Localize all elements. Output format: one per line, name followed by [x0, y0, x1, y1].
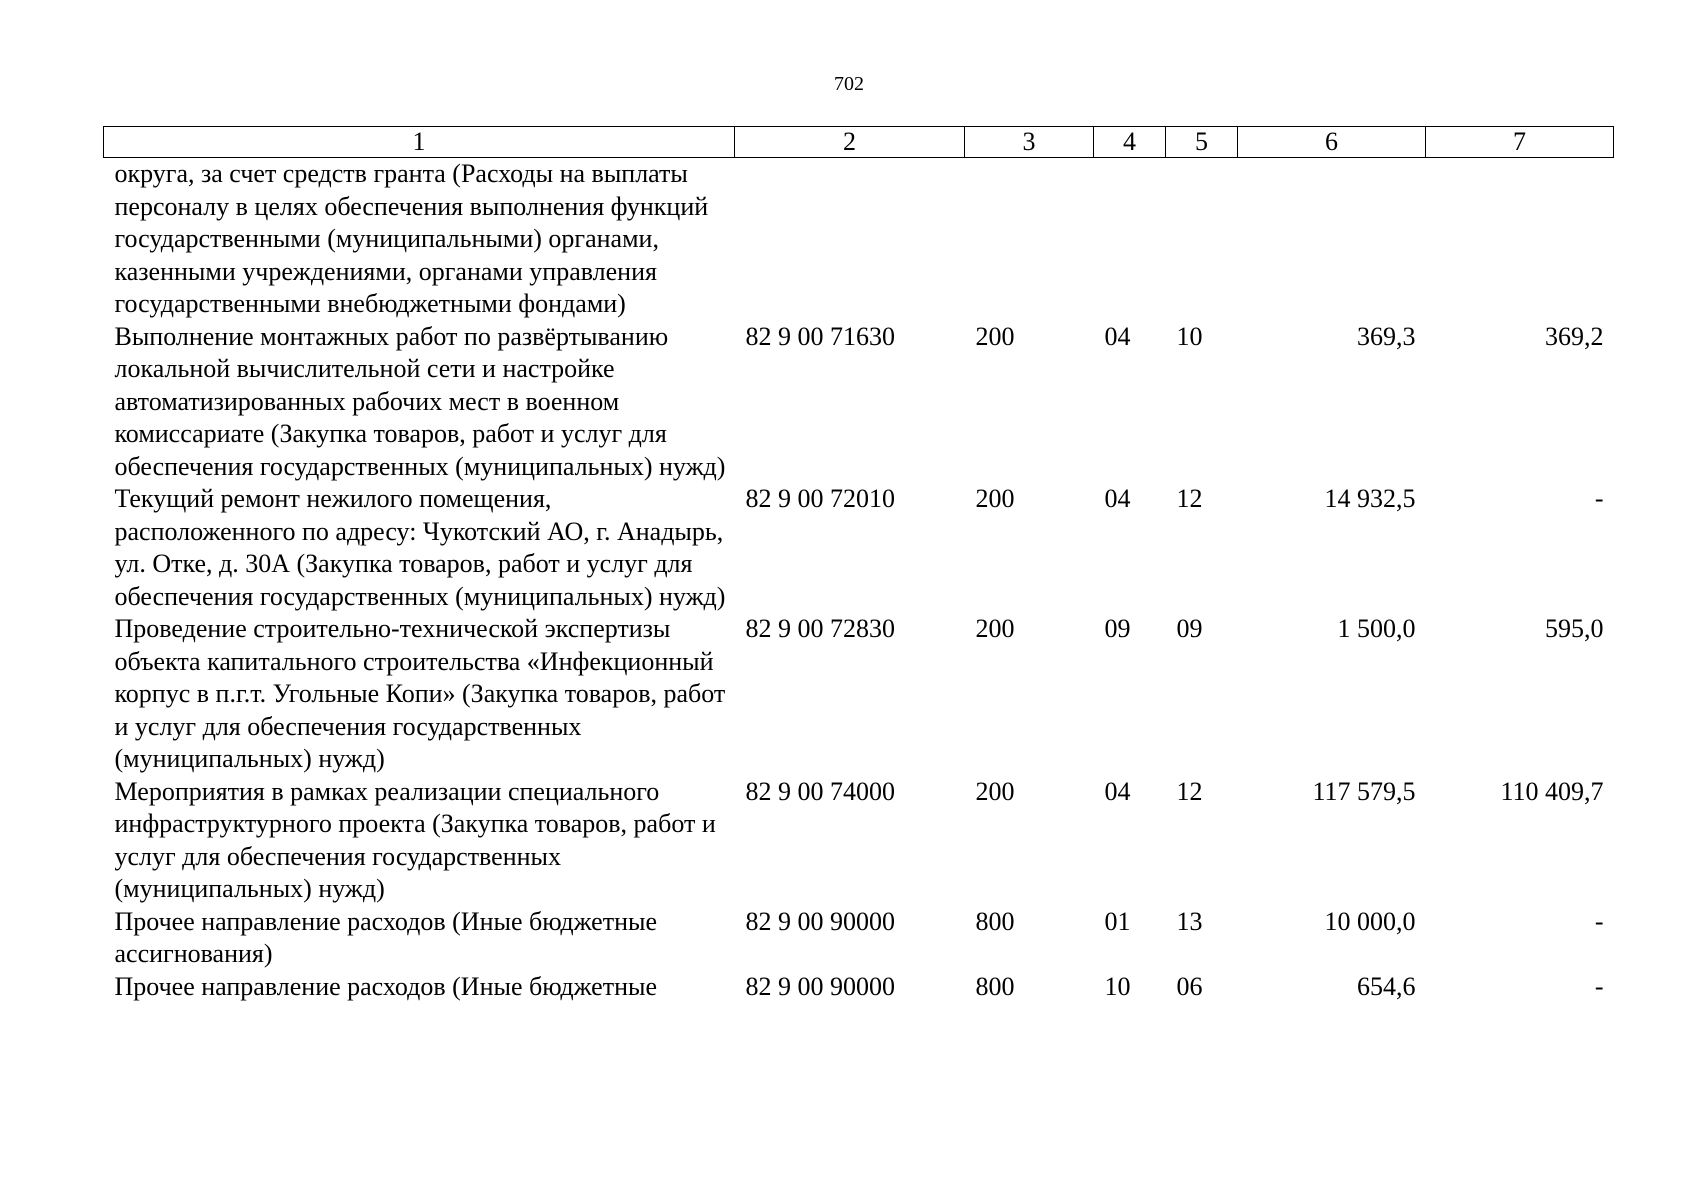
table-row [104, 321, 1614, 484]
row-section: 04 [1104, 776, 1131, 806]
row-name: Прочее направление расходов (Иные бюджетные [114, 971, 658, 1001]
row-name: Проведение строительно-технической экспертизы объекта капитального строительства «Инфекционный корпус в п.г.т. Угольные Копи» (Закупка товаров, работ и услуг для обеспечения государственных (муниципальных) нужд) [114, 614, 726, 773]
row-sum-planned: 14 932,5 [1324, 484, 1416, 513]
table-row [104, 483, 1614, 613]
row-name: Мероприятия в рамках реализации специального инфраструктурного проекта (Закупка товаров, работ и услуг для обеспечения государственных (муниципальных) нужд) [114, 776, 716, 903]
row-sum-planned: 117 579,5 [1312, 776, 1416, 806]
row-code: 82 9 00 71630 [745, 321, 895, 351]
row-expense-type: 200 [975, 484, 1015, 513]
row-name: округа, за счет средств гранта (Расходы на выплаты персоналу в целях обеспечения выполнения функций государственными (муниципальными) органами, казенными учреждениями, органами управления государственными внебюджетными фондами) [114, 159, 709, 318]
row-subsection: 12 [1176, 776, 1203, 806]
row-sum-actual [1426, 158, 1614, 321]
row-section [1094, 158, 1166, 321]
page-number: 702 [834, 73, 864, 95]
table-row [104, 971, 1614, 1004]
row-section: 09 [1104, 614, 1131, 643]
row-sum-planned: 369,3 [1357, 321, 1416, 351]
row-subsection: 09 [1176, 614, 1203, 643]
row-expense-type: 200 [975, 776, 1015, 806]
row-code: 82 9 00 90000 [745, 906, 895, 936]
row-sum-planned [1238, 158, 1426, 321]
row-code [735, 158, 965, 321]
table-row [104, 158, 1614, 321]
table-header [104, 127, 1614, 158]
row-name: Выполнение монтажных работ по развёртыванию локальной вычислительной сети и настройке автоматизированных рабочих мест в военном комиссариате (Закупка товаров, работ и услуг для обеспечения государственных (муниципальных) нужд) [114, 321, 726, 481]
row-subsection: 10 [1176, 321, 1203, 351]
header-col-3: 3 [965, 127, 1094, 158]
row-expense-type: 200 [975, 321, 1015, 351]
row-sum-planned: 10 000,0 [1324, 906, 1416, 936]
header-col-6: 6 [1238, 127, 1426, 158]
table-row [104, 613, 1614, 776]
row-section: 01 [1104, 906, 1131, 936]
row-section: 04 [1104, 321, 1131, 351]
row-subsection: 12 [1176, 484, 1203, 513]
row-sum-actual: 595,0 [1545, 614, 1604, 643]
row-section: 04 [1104, 484, 1131, 513]
row-code: 82 9 00 72830 [745, 614, 895, 643]
row-sum-actual: - [1594, 971, 1604, 1001]
header-col-5: 5 [1166, 127, 1238, 158]
row-code: 82 9 00 72010 [745, 484, 895, 513]
row-name: Прочее направление расходов (Иные бюджетные ассигнования) [114, 906, 658, 968]
budget-table [103, 126, 1614, 1003]
table-row [104, 776, 1614, 906]
table-body [104, 158, 1614, 1004]
row-sum-actual: - [1594, 484, 1604, 513]
row-name: Текущий ремонт нежилого помещения, расположенного по адресу: Чукотский АО, г. Анадырь, ул. Отке, д. 30А (Закупка товаров, работ и услуг для обеспечения государственных (муниципальных) нужд) [114, 484, 726, 611]
row-sum-planned: 654,6 [1357, 971, 1416, 1001]
table-row [104, 906, 1614, 971]
row-code: 82 9 00 90000 [745, 971, 895, 1001]
row-sum-actual: - [1594, 906, 1604, 936]
row-subsection [1166, 158, 1238, 321]
header-row [104, 127, 1614, 158]
row-expense-type: 200 [975, 614, 1015, 643]
row-code: 82 9 00 74000 [745, 776, 895, 806]
header-col-4: 4 [1094, 127, 1166, 158]
row-section: 10 [1104, 971, 1131, 1001]
row-subsection: 06 [1176, 971, 1203, 1001]
row-expense-type [965, 158, 1094, 321]
row-subsection: 13 [1176, 906, 1203, 936]
row-sum-planned: 1 500,0 [1337, 614, 1416, 643]
row-expense-type: 800 [975, 971, 1015, 1001]
header-col-2: 2 [735, 127, 965, 158]
row-expense-type: 800 [975, 906, 1015, 936]
header-col-1: 1 [104, 127, 735, 158]
row-sum-actual: 110 409,7 [1500, 776, 1604, 806]
header-col-7: 7 [1426, 127, 1614, 158]
row-sum-actual: 369,2 [1545, 321, 1604, 351]
